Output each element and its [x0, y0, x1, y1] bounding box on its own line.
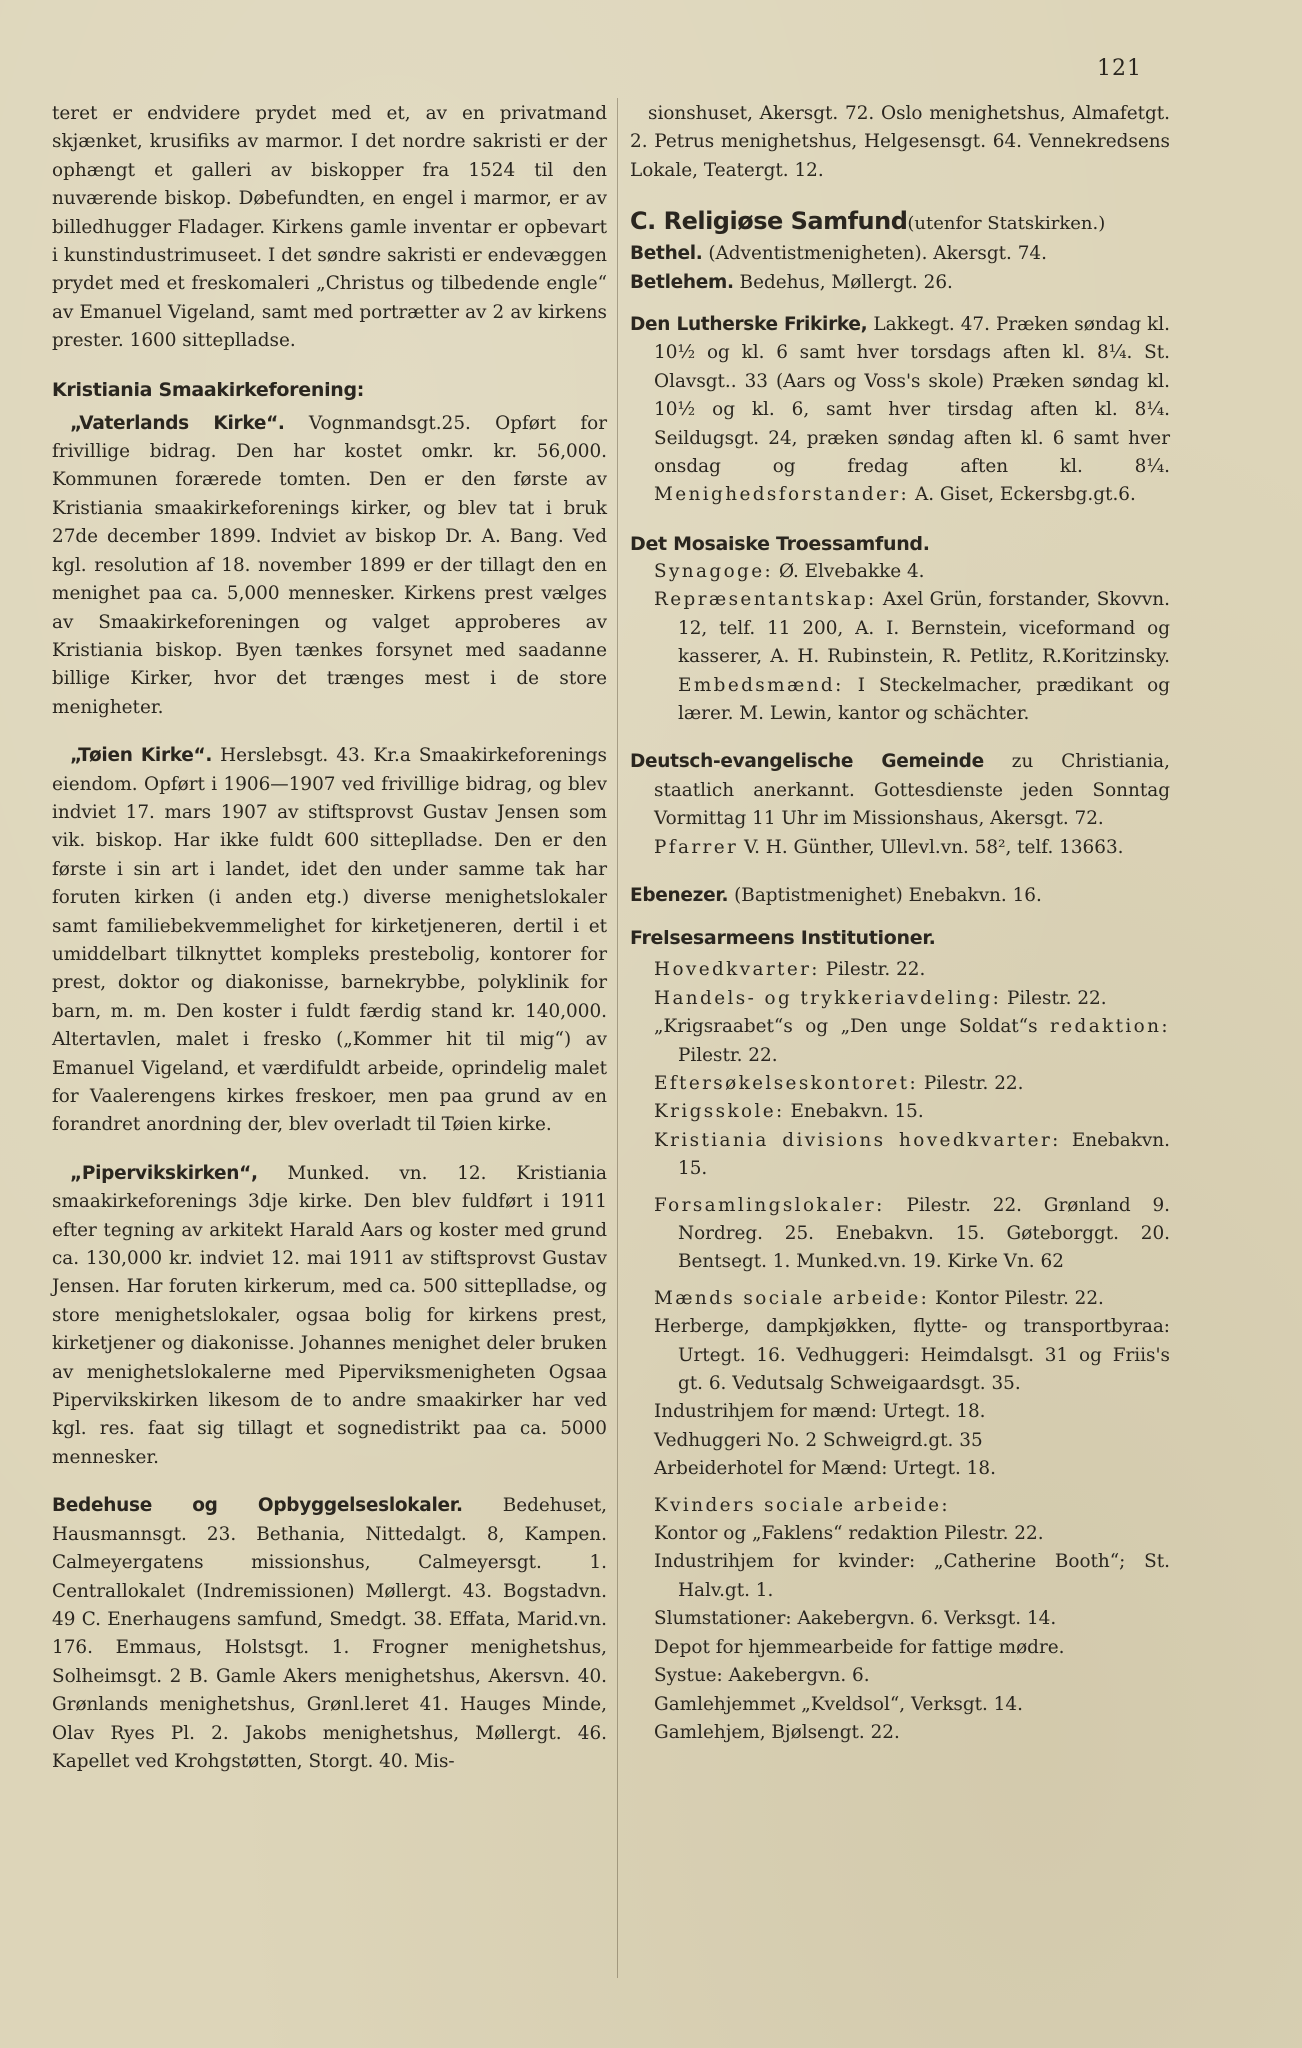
handels-entry [630, 985, 1170, 1013]
betlehem-entry [630, 269, 1170, 297]
eftersokelses-label: Eftersøkelseskontoret: [654, 1072, 919, 1094]
deutsch-gemeinde-entry [630, 748, 1170, 833]
hovedkvarter-entry [630, 956, 1170, 984]
handels-label: Handels- og trykkeriavdeling: [654, 987, 1002, 1009]
bedehuse-continuation: sionshuset, Akersgt. 72. Oslo menighetshus, Almafetgt. 2. Petrus menighetshus, Helgesensgt. 64. Vennekredsens Lokale, Teatergt. 12. [630, 103, 1170, 181]
kvinders-line: Gamlehjemmet „Kveldsol“, Verksgt. 14. [654, 1693, 1023, 1715]
kvinders-line: Industrihjem for kvinder: „Catherine Booth“; St. Halv.gt. 1. [654, 1551, 1170, 1601]
pipervikskirken-text: Munked. vn. 12. Kristiania smaakirkeforenings 3dje kirke. Den blev fuldført i 1911 efter tegning av arkitekt Harald Aars og koster med grund ca. 130,000 kr. indviet 12. mai 1911 av stiftsprovst Gustav Jensen. Har foruten kirkerum, med ca. 500 sitteplladse, og store menighetslokaler, ogsaa bolig for kirkens prest, kirketjener og diakonisse. Johannes menighet deler bruken av menighetslokalerne med Piperviksmenigheten Ogsaa Pipervikskirken likesom de to andre smaakirker har ved kgl. res. faat sig tillagt et sognedistrikt paa ca. 5000 mennesker. [52, 1162, 607, 1468]
betlehem-title: Betlehem. [630, 271, 734, 293]
representantskap-text: Axel Grün, forstander, Skovvn. 12, telf. 11 200, A. I. Bernstein, viceformand og kasserer, A. H. Rubinstein, R. Petlitz, R.Koritzinsky. [678, 589, 1170, 668]
kvinders-line: Gamlehjem, Bjølsengt. 22. [654, 1721, 900, 1743]
lutherske-frikirke-title: Den Lutherske Frikirke, [630, 314, 868, 336]
ebenezer-title: Ebenezer. [630, 884, 729, 906]
smaakirkeforening-heading: Kristiania Smaakirkeforening: [52, 378, 365, 401]
maends-arbeide-label: Mænds sociale arbeide: [654, 1287, 930, 1309]
kvinders-line: Kontor og „Faklens“ redaktion Pilestr. 22. [654, 1523, 1044, 1545]
pipervikskirken-entry [52, 1160, 607, 1472]
section-c-subtitle: (utenfor Statskirken.) [907, 213, 1106, 235]
kvinders-arbeide-label: Kvinders sociale arbeide: [654, 1494, 950, 1516]
page-number: 121 [1097, 56, 1142, 81]
section-c-heading [630, 205, 1170, 240]
toien-kirke-title: „Tøien Kirke“. [70, 745, 213, 767]
forsamlingslokaler-entry [630, 1192, 1170, 1277]
pfarrer-label: Pfarrer [654, 836, 739, 858]
toien-kirke-entry [52, 742, 607, 1140]
redaktion-label: redaktion: [1050, 1016, 1170, 1038]
vaterlands-kirke-entry [52, 410, 607, 722]
synagoge-label: Synagoge: [654, 560, 774, 582]
kvinders-line: Systue: Aakebergvn. 6. [654, 1665, 870, 1687]
intro-paragraph: teret er endvidere prydet med et, av en privatmand skjænket, krusifiks av marmor. I det nordre sakristi er der ophængt et galleri av biskopper fra 1524 til den nuværende biskop. Døbefundten, en engel i marmor, er av billedhugger Fladager. Kirkens gamle inventar er opbevart i kunstindustrimuseet. I det søndre sakristi er endevæggen prydet med et freskomaleri „Christus og tilbedende engle“ av Emanuel Vigeland, samt med portrætter av 2 av kirkens prester. 1600 sitteplladse. [52, 103, 607, 352]
lutherske-frikirke-text: Lakkegt. 47. Præken søndag kl. 10½ og kl. 6 samt hver torsdags aften kl. 8¼. St. Olavsgt.. 33 (Aars og Voss's skole) Præken søndag kl. 10½ og kl. 6, samt hver tirsdag aften kl. 8¼. Seildugsgt. 24, præken søndag aften kl. 6 samt hver onsdag og fredag aften kl. 8¼. [654, 314, 1170, 478]
embedsmaend-text: I Steckelmacher, prædikant og lærer. M. Lewin, kantor og schächter. [678, 674, 1170, 724]
mosaiske-heading: Det Mosaiske Troessamfund. [630, 532, 930, 555]
krigsskole-entry [630, 1098, 1170, 1126]
kvinders-arbeide-entry [630, 1492, 1170, 1520]
synagoge-text: Ø. Elvebakke 4. [773, 560, 925, 582]
maends-line: Herberge, dampkjøkken, flytte- og transportbyraa: Urtegt. 16. Vedhuggeri: Heimdalsgt. 31 og Friis's gt. 6. Vedutsalg Schweigaardsgt. 35. [654, 1316, 1170, 1395]
divisions-text: Enebakvn. 15. [678, 1129, 1170, 1180]
vaterlands-kirke-text: Vognmandsgt.25. Opført for frivillige bidrag. Den har kostet omkr. kr. 56,000. Kommunen forærede tomten. Den er den første av Kristiania smaakirkeforenings kirker, og blev tat i bruk 27de december 1899. Indviet av biskop Dr. A. Bang. Ved kgl. resolution af 18. november 1899 er der tillagt den en menighet paa ca. 5,000 mennesker. Kirkens prest vælges av Smaakirkeforeningen og valget approberes av Kristiania biskop. Byen tænkes forsynet med saadanne billige Kirker, hvor det trænges mest i de store menigheter. [52, 412, 607, 718]
bethel-entry [630, 240, 1170, 268]
pfarrer-text: V. H. Günther, Ullevl.vn. 58², telf. 13663. [738, 836, 1124, 858]
bedehuse-title: Bedehuse og Opbyggelseslokaler. [52, 1495, 463, 1517]
eftersokelses-entry [630, 1070, 1170, 1098]
maends-arbeide-text: Kontor Pilestr. 22. [929, 1287, 1104, 1309]
deutsch-gemeinde-text: zu Christiania, staatlich anerkannt. Gottesdienste jeden Sonntag Vormittag 11 Uhr im Missionshaus, Akersgt. 72. [654, 751, 1170, 830]
column-divider [617, 98, 618, 1978]
divisions-entry [630, 1127, 1170, 1184]
eftersokelses-text: Pilestr. 22. [918, 1072, 1024, 1094]
synagoge-entry [630, 558, 1170, 586]
maends-line: Industrihjem for mænd: Urtegt. 18. [654, 1401, 986, 1423]
kvinders-line: Slumstationer: Aakebergvn. 6. Verksgt. 14. [654, 1608, 1057, 1630]
bethel-text: (Adventistmenigheten). Akersgt. 74. [702, 243, 1047, 265]
redaktion-text: Pilestr. 22. [678, 1044, 778, 1066]
forsamlingslokaler-text: Pilestr. 22. Grønland 9. Nordreg. 25. Enebakvn. 15. Gøteborggt. 20. Bentsegt. 1. Munked.vn. 19. Kirke Vn. 62 [678, 1194, 1170, 1273]
vaterlands-kirke-title: „Vaterlands Kirke“. [70, 412, 285, 434]
krigsskole-label: Krigsskole: [654, 1101, 785, 1123]
section-c-title: C. Religiøse Samfund [630, 207, 908, 236]
pfarrer-entry [630, 834, 1170, 862]
hovedkvarter-label: Hovedkvarter: [654, 959, 820, 981]
ebenezer-entry [630, 882, 1170, 910]
bedehuse-text: Bedehuset, Hausmannsgt. 23. Bethania, Nittedalgt. 8, Kampen. Calmeyergatens missionshus, Calmeyersgt. 1. Centrallokalet (Indremissionen) Møllergt. 43. Bogstadvn. 49 C. Enerhaugens samfund, Smedgt. 38. Effata, Marid.vn. 176. Emmaus, Holstsgt. 1. Frogner menighetshus, Solheimsgt. 2 B. Gamle Akers menighetshus, Akersvn. 40. Grønlands menighetshus, Grønl.leret 41. Hauges Minde, Olav Ryes Pl. 2. Jakobs menighetshus, Møllergt. 46. Kapellet ved Krohgstøtten, Storgt. 40. Mis- [52, 1495, 607, 1772]
bethel-title: Bethel. [630, 243, 703, 265]
right-column [630, 100, 1170, 1747]
embedsmaend-label: Embedsmænd: [678, 674, 844, 696]
lutherske-frikirke-entry [630, 311, 1170, 510]
representantskap-entry [630, 586, 1170, 728]
krigsraabet-entry [630, 1013, 1170, 1070]
maends-line: Arbeiderhotel for Mænd: Urtegt. 18. [654, 1458, 996, 1480]
ebenezer-text: (Baptistmenighet) Enebakvn. 16. [728, 884, 1042, 906]
pipervikskirken-title: „Pipervikskirken“, [70, 1162, 258, 1184]
krigsraabet-pre: „Krigsraabet“s og „Den unge Soldat“s [654, 1016, 1051, 1038]
krigsskole-text: Enebakvn. 15. [784, 1101, 924, 1123]
bedehuse-entry [52, 1492, 607, 1776]
left-column [52, 100, 607, 1776]
representantskap-label: Repræsentantskap: [654, 589, 877, 611]
betlehem-text: Bedehus, Møllergt. 26. [733, 271, 953, 293]
frelsesarmeen-heading: Frelsesarmeens Institutioner. [630, 927, 936, 950]
hovedkvarter-text: Pilestr. 22. [819, 959, 926, 981]
kvinders-line: Depot for hjemmearbeide for fattige mødre. [654, 1636, 1065, 1658]
menighedsforstander-text: A. Giset, Eckersbg.gt.6. [909, 484, 1136, 506]
toien-kirke-text: Herslebsgt. 43. Kr.a Smaakirkeforenings eiendom. Opført i 1906—1907 ved frivillige bidrag, og blev indviet 17. mars 1907 av stiftsprovst Gustav Jensen som vik. biskop. Har ikke fuldt 600 sitteplladse. Den er den første i sin art i landet, idet den under samme tak har foruten kirken (i anden etg.) diverse menighetslokaler samt familiebekvemmelighet for kirketjeneren, dertil i et umiddelbart tilknyttet kompleks prestebolig, kontorer for prest, doktor og diakonisse, barnekrybbe, polyklinik for barn, m. m. Den koster i fuldt færdig stand kr. 140,000. Altertavlen, malet i fresko („Kommer hit til mig“) av Emanuel Vigeland, et værdifuldt arbeide, oprindelig malet for Vaalerengens kirkes freskoer, men paa grund av en forandret anordning der, blev overladt til Tøien kirke. [52, 745, 607, 1136]
maends-arbeide-entry [630, 1285, 1170, 1313]
forsamlingslokaler-label: Forsamlingslokaler: [654, 1194, 885, 1216]
handels-text: Pilestr. 22. [1001, 987, 1107, 1009]
menighedsforstander-label: Menighedsforstander: [654, 484, 910, 506]
maends-line: Vedhuggeri No. 2 Schweigrd.gt. 35 [654, 1429, 983, 1451]
divisions-label: Kristiania divisions hovedkvarter: [654, 1129, 1061, 1151]
deutsch-gemeinde-title: Deutsch-evangelische Gemeinde [630, 751, 984, 773]
